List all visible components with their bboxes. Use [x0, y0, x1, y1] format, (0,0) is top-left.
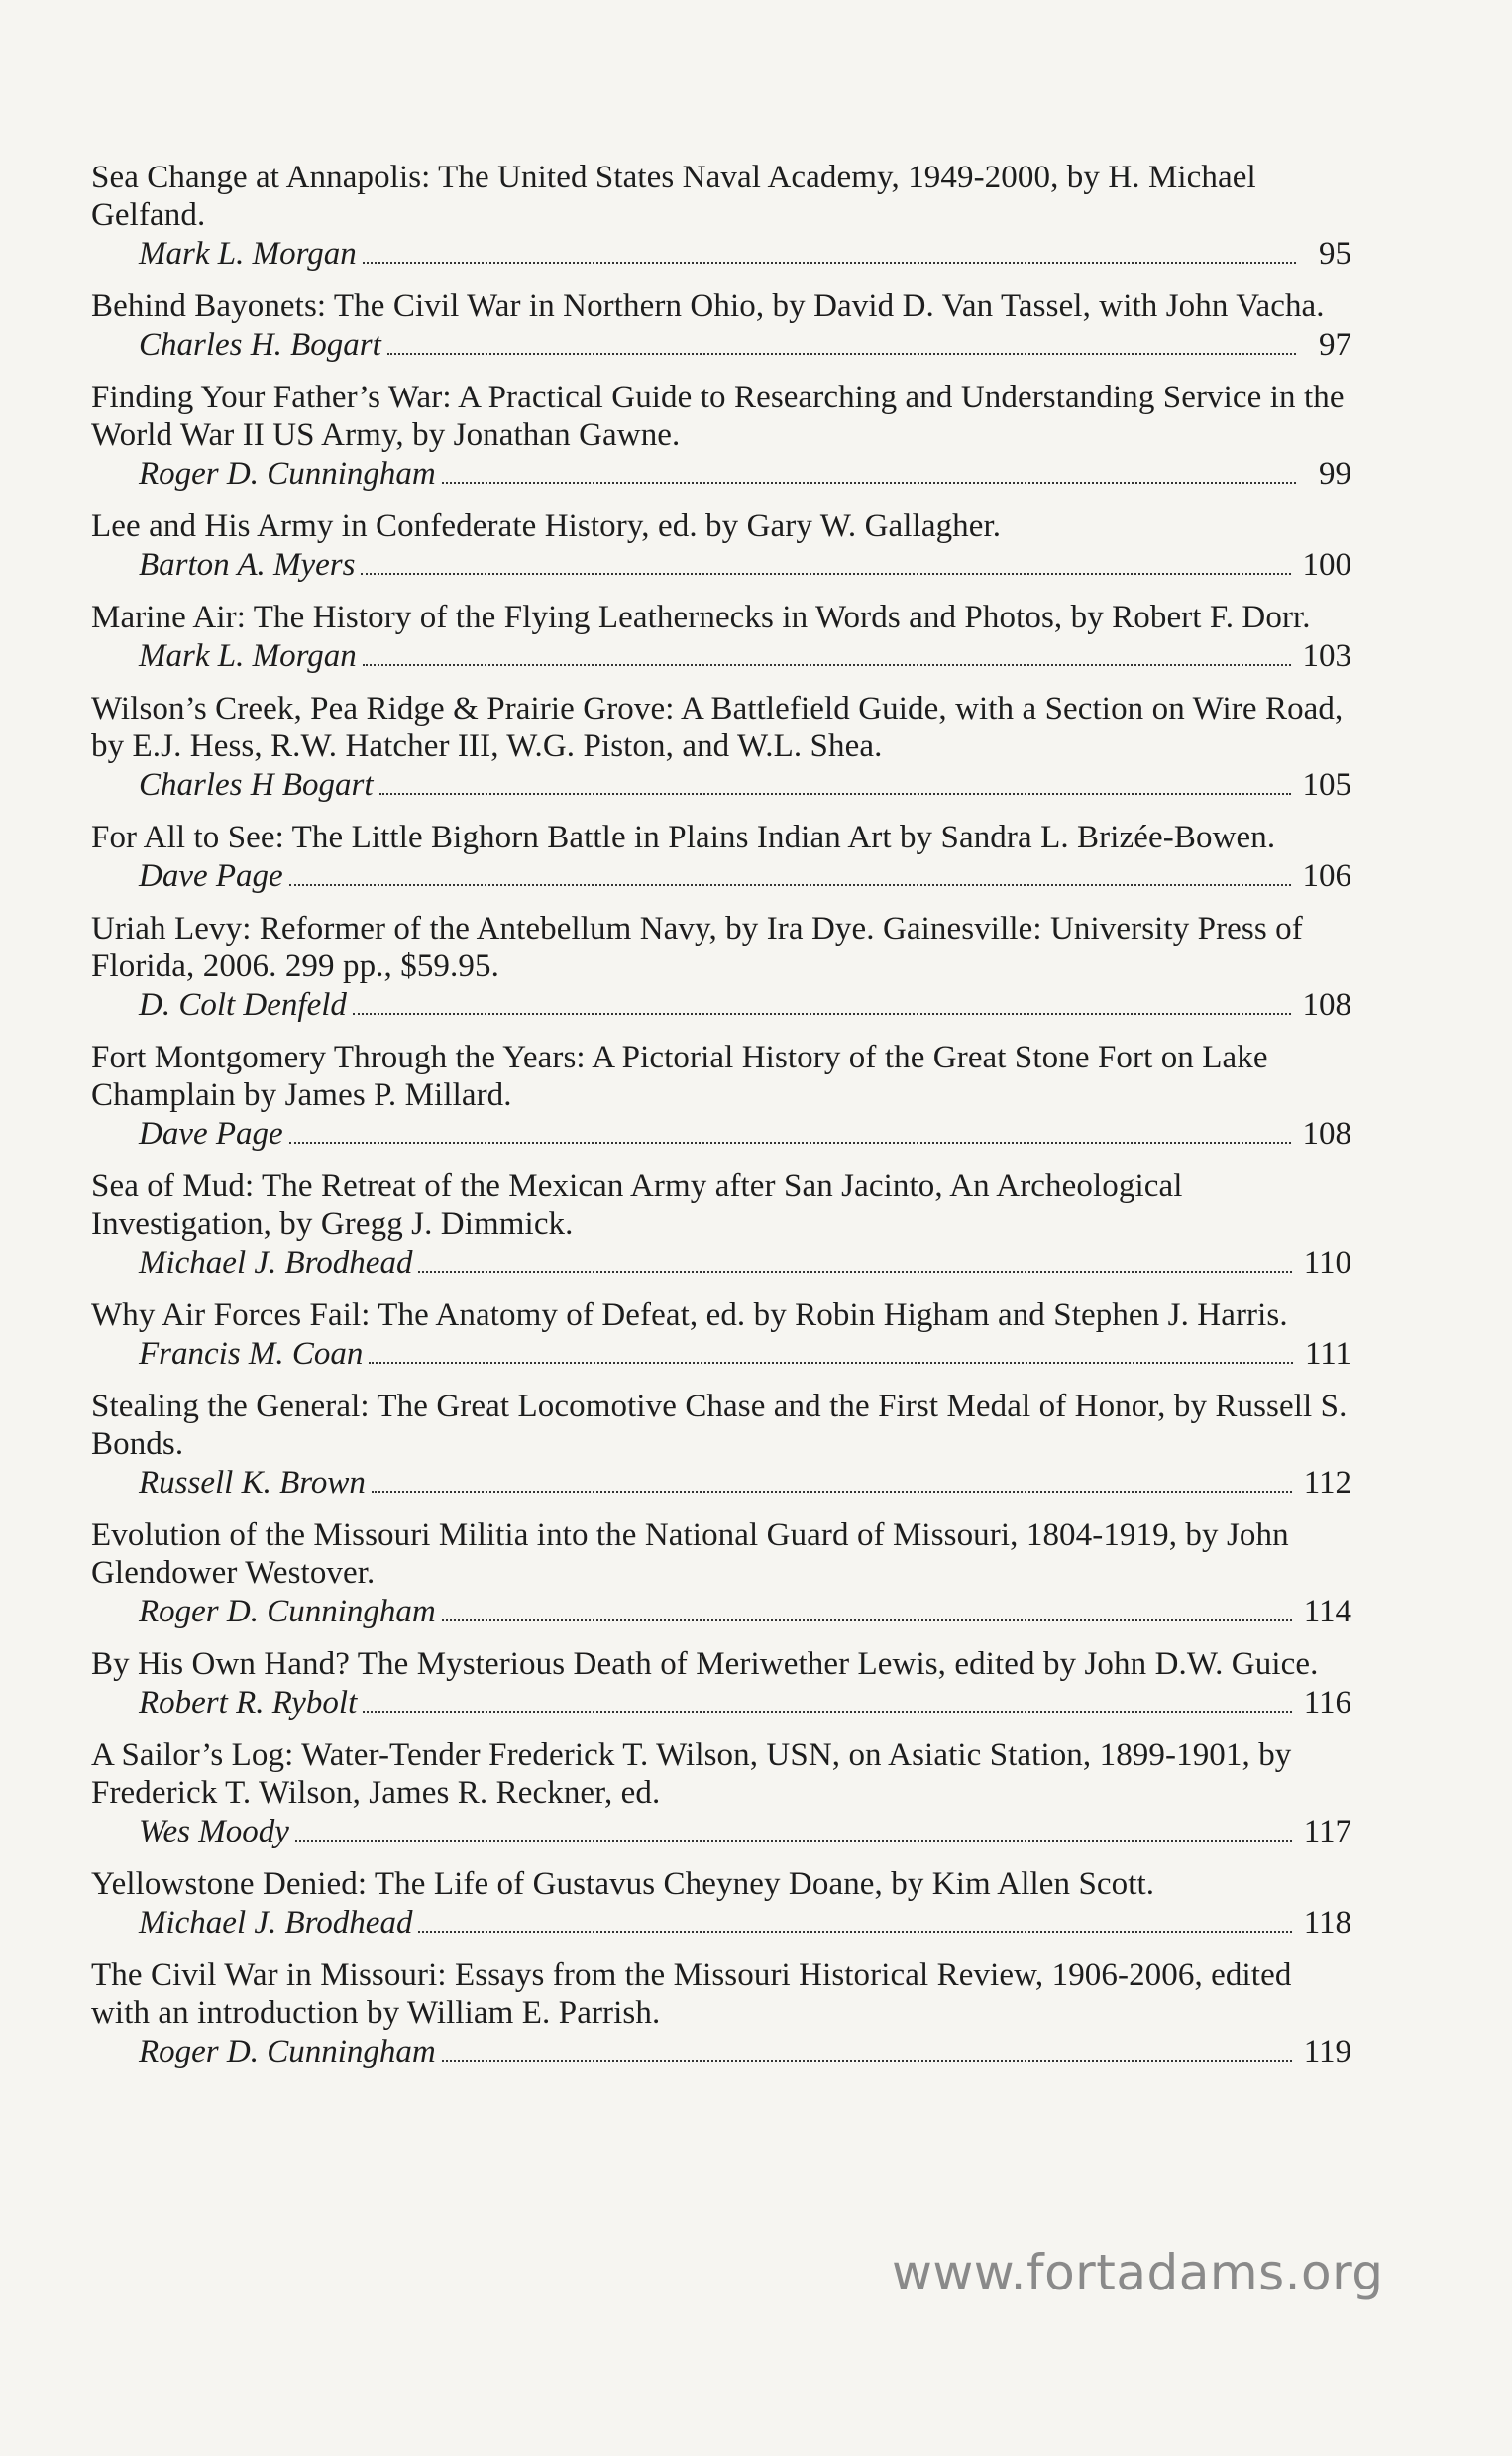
dot-leader	[353, 1013, 1291, 1015]
toc-entry	[91, 1736, 1351, 1851]
dot-leader	[372, 1491, 1292, 1493]
entry-title: By His Own Hand? The Mysterious Death of Meriwether Lewis, edited by John D.W. Guice.	[91, 1646, 1319, 1682]
dot-leader	[442, 482, 1296, 484]
reviewer-name: Roger D. Cunningham	[139, 1594, 436, 1629]
page-number: 95	[1319, 236, 1351, 272]
reviewer-name: Wes Moody	[139, 1814, 289, 1849]
reviewer-line	[91, 1463, 1351, 1503]
entry-title: Behind Bayonets: The Civil War in Northern Ohio, by David D. Van Tassel, with John Vacha.	[91, 288, 1325, 324]
dot-leader	[369, 1362, 1293, 1364]
watermark-url: www.fortadams.org	[892, 2244, 1384, 2301]
page-number: 108	[1302, 1116, 1351, 1152]
reviewer-line	[91, 1114, 1351, 1154]
page-number: 100	[1302, 547, 1351, 583]
entry-title: Why Air Forces Fail: The Anatomy of Defeat, ed. by Robin Higham and Stephen J. Harris.	[91, 1297, 1288, 1333]
entry-title: Lee and His Army in Confederate History, ed. by Gary W. Gallagher.	[91, 508, 1002, 544]
entry-title: Sea Change at Annapolis: The United States Naval Academy, 1949-2000, by H. Michael Gelfand.	[91, 160, 1256, 233]
reviewer-line	[91, 1592, 1351, 1631]
page-number: 111	[1304, 1336, 1351, 1372]
toc-entry	[91, 1956, 1351, 2071]
toc-entry	[91, 1645, 1351, 1723]
dot-leader	[289, 1142, 1291, 1144]
reviewer-line	[91, 985, 1351, 1025]
dot-leader	[363, 262, 1296, 264]
page-number: 119	[1303, 2034, 1351, 2069]
reviewer-name: Mark L. Morgan	[139, 236, 357, 272]
dot-leader	[442, 2060, 1292, 2062]
reviewer-line	[91, 1903, 1351, 1943]
dot-leader	[379, 793, 1291, 795]
entry-title: Marine Air: The History of the Flying Leathernecks in Words and Photos, by Robert F. Dorr.	[91, 600, 1311, 635]
page-number: 116	[1303, 1685, 1351, 1721]
toc-entry	[91, 910, 1351, 1025]
page-number: 112	[1303, 1465, 1351, 1501]
reviewer-name: Francis M. Coan	[139, 1336, 364, 1372]
entry-title: Stealing the General: The Great Locomotive Chase and the First Medal of Honor, by Russell S. Bonds.	[91, 1389, 1348, 1462]
page-number: 110	[1303, 1245, 1351, 1281]
page-number: 108	[1302, 987, 1351, 1023]
entry-title: Finding Your Father’s War: A Practical Guide to Researching and Understanding Service in the World War II US Army, by Jonathan Gawne.	[91, 380, 1345, 453]
dot-leader	[418, 1931, 1291, 1933]
dot-leader	[295, 1840, 1292, 1842]
reviewer-name: D. Colt Denfeld	[139, 987, 347, 1023]
dot-leader	[361, 573, 1290, 575]
reviewer-name: Dave Page	[139, 1116, 283, 1152]
page-number: 106	[1302, 858, 1351, 894]
toc-entry	[91, 507, 1351, 585]
reviewer-line	[91, 765, 1351, 805]
toc-entry	[91, 1388, 1351, 1503]
toc-entry	[91, 1039, 1351, 1154]
reviewer-name: Roger D. Cunningham	[139, 2034, 436, 2069]
toc-entry	[91, 599, 1351, 676]
reviewer-name: Barton A. Myers	[139, 547, 356, 583]
reviewer-line	[91, 1812, 1351, 1851]
entry-title: Fort Montgomery Through the Years: A Pictorial History of the Great Stone Fort on Lake Champlain by James P. Millard.	[91, 1040, 1268, 1113]
reviewer-name: Michael J. Brodhead	[139, 1245, 413, 1281]
reviewer-name: Charles H. Bogart	[139, 327, 381, 363]
toc-entry	[91, 1516, 1351, 1631]
dot-leader	[363, 1711, 1291, 1713]
page-number: 114	[1303, 1594, 1351, 1629]
entry-title: Wilson’s Creek, Pea Ridge & Prairie Grove: A Battlefield Guide, with a Section on Wire Road, by E.J. Hess, R.W. Hatcher III, W.G. Piston, and W.L. Shea.	[91, 691, 1344, 764]
entry-title: The Civil War in Missouri: Essays from the Missouri Historical Review, 1906-2006, edited with an introduction by William E. Parrish.	[91, 1957, 1292, 2031]
page-number: 99	[1319, 456, 1351, 492]
reviewer-line	[91, 2032, 1351, 2071]
reviewer-line	[91, 636, 1351, 676]
entry-title: Yellowstone Denied: The Life of Gustavus Cheyney Doane, by Kim Allen Scott.	[91, 1866, 1155, 1902]
toc-entry	[91, 819, 1351, 896]
toc-entry	[91, 1296, 1351, 1374]
toc-entry	[91, 159, 1351, 274]
reviewer-line	[91, 1334, 1351, 1374]
page-number: 97	[1319, 327, 1351, 363]
reviewer-name: Robert R. Rybolt	[139, 1685, 358, 1721]
entry-title: Sea of Mud: The Retreat of the Mexican Army after San Jacinto, An Archeological Investigation, by Gregg J. Dimmick.	[91, 1169, 1183, 1242]
dot-leader	[363, 664, 1291, 666]
toc-entry	[91, 287, 1351, 365]
dot-leader	[418, 1271, 1291, 1273]
entry-title: A Sailor’s Log: Water-Tender Frederick T. Wilson, USN, on Asiatic Station, 1899-1901, by Frederick T. Wilson, James R. Reckner, ed.	[91, 1737, 1292, 1811]
reviewer-name: Russell K. Brown	[139, 1465, 366, 1501]
reviewer-name: Roger D. Cunningham	[139, 456, 436, 492]
reviewer-line	[91, 1243, 1351, 1283]
reviewer-line	[91, 1683, 1351, 1723]
toc-entry	[91, 690, 1351, 805]
dot-leader	[289, 884, 1291, 886]
entry-title: Evolution of the Missouri Militia into the National Guard of Missouri, 1804-1919, by John Glendower Westover.	[91, 1517, 1289, 1591]
reviewer-name: Michael J. Brodhead	[139, 1905, 413, 1941]
toc-entry	[91, 379, 1351, 494]
toc-entry	[91, 1865, 1351, 1943]
page-number: 103	[1302, 638, 1351, 674]
reviewer-name: Dave Page	[139, 858, 283, 894]
reviewer-line	[91, 856, 1351, 896]
entry-title: For All to See: The Little Bighorn Battle in Plains Indian Art by Sandra L. Brizée-Bowen.	[91, 820, 1276, 855]
dot-leader	[387, 353, 1296, 355]
entry-title: Uriah Levy: Reformer of the Antebellum Navy, by Ira Dye. Gainesville: University Press of Florida, 2006. 299 pp., $59.95.	[91, 911, 1303, 984]
page-number: 105	[1302, 767, 1351, 803]
reviewer-name: Mark L. Morgan	[139, 638, 357, 674]
reviewer-line	[91, 234, 1351, 274]
table-of-contents	[91, 159, 1351, 2085]
dot-leader	[442, 1619, 1292, 1621]
page-number: 117	[1303, 1814, 1351, 1849]
reviewer-name: Charles H Bogart	[139, 767, 374, 803]
reviewer-line	[91, 545, 1351, 585]
reviewer-line	[91, 454, 1351, 494]
reviewer-line	[91, 325, 1351, 365]
page-number: 118	[1303, 1905, 1351, 1941]
toc-entry	[91, 1168, 1351, 1283]
